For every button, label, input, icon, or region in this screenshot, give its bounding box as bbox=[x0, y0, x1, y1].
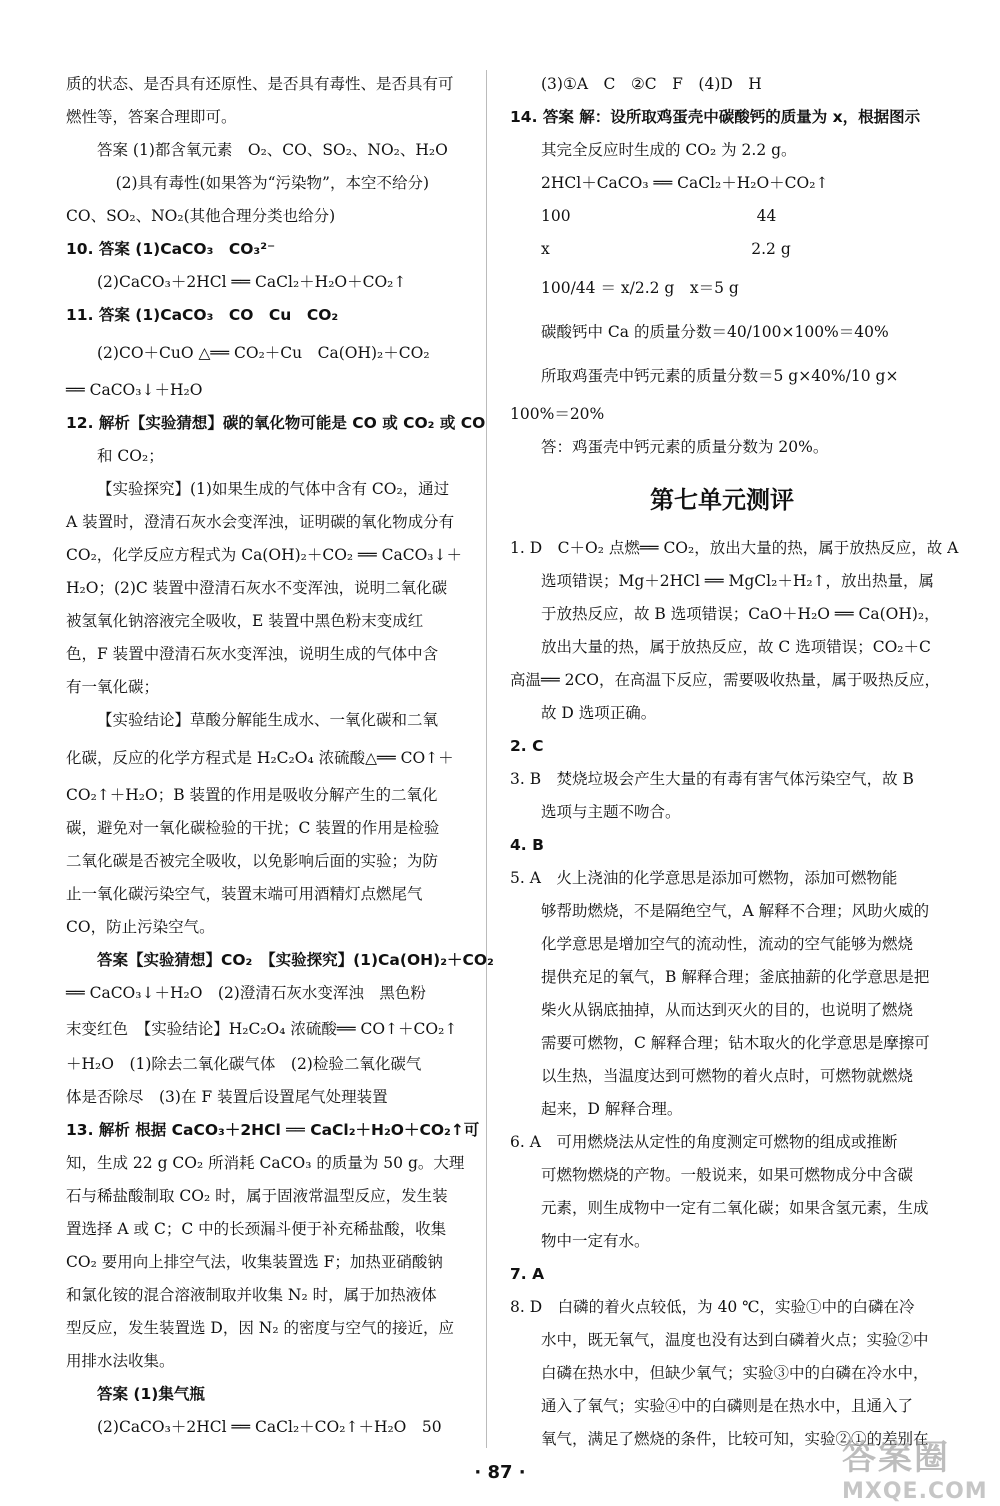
question-5: 5. A 火上浇油的化学意思是添加可燃物，添加可燃物能 bbox=[510, 869, 898, 887]
question-3: 3. B 焚烧垃圾会产生大量的有毒有害气体污染空气，故 B bbox=[510, 770, 914, 788]
text-line: 可燃物燃烧的产物。一般说来，如果可燃物成分中含碳 bbox=[541, 1166, 914, 1184]
left-column bbox=[66, 68, 494, 1444]
text-line: 体是否除尽 (3)在 F 装置后设置尾气处理装置 bbox=[66, 1088, 388, 1106]
text-line: 色，F 装置中澄清石灰水变浑浊，说明生成的气体中含 bbox=[66, 645, 439, 663]
text-line: ══ CaCO₃↓＋H₂O (2)澄清石灰水变浑浊 黑色粉 bbox=[66, 984, 426, 1002]
equation-line: 100/44 ＝ x/2.2 g x＝5 g bbox=[541, 279, 739, 297]
text-line: CO，防止污染空气。 bbox=[66, 918, 215, 936]
text-line: (2)具有毒性(如果答为“污染物”，本空不给分) bbox=[115, 174, 429, 192]
text-line: 石与稀盐酸制取 CO₂ 时，属于固液常温型反应，发生装 bbox=[66, 1187, 448, 1205]
text-line: (3)①A C ②C F (4)D H bbox=[541, 75, 762, 93]
text-line: A 装置时，澄清石灰水会变浑浊，证明碳的氧化物成分有 bbox=[66, 513, 455, 531]
text-line: H₂O；(2)C 装置中澄清石灰水不变浑浊，说明二氧化碳 bbox=[66, 579, 448, 597]
equation-line: 碳酸钙中 Ca 的质量分数＝40/100×100%＝40% bbox=[541, 323, 889, 341]
text-line: ＋H₂O (1)除去二氧化碳气体 (2)检验二氧化碳气 bbox=[66, 1055, 422, 1073]
text-line: 放出大量的热，属于放热反应，故 C 选项错误；CO₂＋C bbox=[541, 638, 931, 656]
page-number: · 87 · bbox=[474, 1462, 526, 1483]
text-line: 答：鸡蛋壳中钙元素的质量分数为 20%。 bbox=[541, 438, 829, 456]
text-line: 和 CO₂； bbox=[97, 447, 164, 465]
text-line: 和氯化铵的混合溶液制取并收集 N₂ 时，属于加热液体 bbox=[66, 1286, 437, 1304]
text-line: ══ CaCO₃↓＋H₂O bbox=[66, 381, 203, 399]
text-line: CO₂，化学反应方程式为 Ca(OH)₂＋CO₂ ══ CaCO₃↓＋ bbox=[66, 546, 463, 564]
text-line: 于放热反应，故 B 选项错误；CaO＋H₂O ══ Ca(OH)₂， bbox=[541, 605, 940, 623]
question-6: 6. A 可用燃烧法从定性的角度测定可燃物的组成或推断 bbox=[510, 1133, 898, 1151]
text-line: 元素，则生成物中一定有二氧化碳；如果含氢元素，生成 bbox=[541, 1199, 929, 1217]
watermark-url: MXQE.COM bbox=[842, 1479, 988, 1504]
text-line: 质的状态、是否具有还原性、是否具有毒性、是否具有可 bbox=[66, 75, 454, 93]
text-line: 知，生成 22 g CO₂ 所消耗 CaCO₃ 的质量为 50 g。大理 bbox=[66, 1154, 465, 1172]
text-line: 置选择 A 或 C；C 中的长颈漏斗便于补充稀盐酸，收集 bbox=[66, 1220, 447, 1238]
text-line: 白磷在热水中，但缺少氧气；实验③中的白磷在冷水中， bbox=[541, 1364, 929, 1382]
text-line: 需要可燃物，C 解释合理；钻木取火的化学意思是摩擦可 bbox=[541, 1034, 930, 1052]
text-line: 选项错误；Mg＋2HCl ══ MgCl₂＋H₂↑，放出热量，属 bbox=[541, 572, 935, 590]
text-line: 选项与主题不吻合。 bbox=[541, 803, 681, 821]
text-line: 型反应，发生装置选 D，因 N₂ 的密度与空气的接近，应 bbox=[66, 1319, 454, 1337]
equation-line: 100 44 bbox=[541, 207, 777, 225]
text-line: 够帮助燃烧，不是隔绝空气，A 解释不合理；风助火威的 bbox=[541, 902, 930, 920]
text-line: (2)CO＋CuO △══ CO₂＋Cu Ca(OH)₂＋CO₂ bbox=[97, 344, 430, 362]
text-line: (2)CaCO₃＋2HCl ══ CaCl₂＋CO₂↑＋H₂O 50 bbox=[97, 1418, 442, 1436]
question-14: 14. 答案 解：设所取鸡蛋壳中碳酸钙的质量为 x，根据图示 bbox=[510, 108, 921, 126]
question-7: 7. A bbox=[510, 1265, 545, 1283]
text-line: 有一氧化碳； bbox=[66, 678, 160, 696]
watermark-logo bbox=[842, 1430, 992, 1504]
text-line: 以生热，当温度达到可燃物的着火点时，可燃物就燃烧 bbox=[541, 1067, 914, 1085]
text-line: 【实验探究】(1)如果生成的气体中含有 CO₂，通过 bbox=[97, 480, 450, 498]
question-2: 2. C bbox=[510, 737, 544, 755]
text-line: 起来，D 解释合理。 bbox=[541, 1100, 683, 1118]
text-line: 化学意思是增加空气的流动性，流动的空气能够为燃烧 bbox=[541, 935, 914, 953]
text-line: 100%＝20% bbox=[510, 405, 605, 423]
question-10: 10. 答案 (1)CaCO₃ CO₃²⁻ bbox=[66, 240, 276, 258]
question-12: 12. 解析【实验猜想】碳的氧化物可能是 CO 或 CO₂ 或 CO bbox=[66, 414, 486, 432]
equation-line: x 2.2 g bbox=[541, 240, 791, 258]
text-line: CO₂ 要用向上排空气法，收集装置选 F；加热亚硝酸钠 bbox=[66, 1253, 443, 1271]
section-title: 第七单元测评 bbox=[650, 486, 794, 514]
text-line: 柴火从锅底抽掉，从而达到灭火的目的，也说明了燃烧 bbox=[541, 1001, 914, 1019]
question-1: 1. D C＋O₂ 点燃══ CO₂，放出大量的热，属于放热反应，故 A bbox=[510, 539, 959, 557]
text-line: CO₂↑＋H₂O；B 装置的作用是吸收分解产生的二氧化 bbox=[66, 786, 438, 804]
equation-line: 所取鸡蛋壳中钙元素的质量分数＝5 g×40%/10 g× bbox=[541, 367, 899, 385]
question-13: 13. 解析 根据 CaCO₃＋2HCl ══ CaCl₂＋H₂O＋CO₂↑可 bbox=[66, 1121, 480, 1139]
right-column bbox=[510, 68, 959, 1456]
text-line: 氧气，满足了燃烧的条件，比较可知，实验②①的差别在 bbox=[541, 1430, 929, 1448]
text-line: 【实验结论】草酸分解能生成水、一氧化碳和二氧 bbox=[97, 711, 439, 729]
question-11: 11. 答案 (1)CaCO₃ CO Cu CO₂ bbox=[66, 306, 339, 324]
text-line: 碳，避免对一氧化碳检验的干扰；C 装置的作用是检验 bbox=[66, 819, 440, 837]
text-line: 化碳，反应的化学方程式是 H₂C₂O₄ 浓硫酸△══ CO↑＋ bbox=[66, 749, 454, 767]
text-line: 物中一定有水。 bbox=[541, 1232, 650, 1250]
answer-line: 答案 (1)集气瓶 bbox=[97, 1385, 205, 1403]
text-line: 通入了氧气；实验④中的白磷则是在热水中，且通入了 bbox=[541, 1397, 914, 1415]
text-line: 提供充足的氧气，B 解释合理；釜底抽薪的化学意思是把 bbox=[541, 968, 930, 986]
text-line: 止一氧化碳污染空气，装置末端可用酒精灯点燃尾气 bbox=[66, 885, 423, 903]
text-line: 二氧化碳是否被完全吸收，以免影响后面的实验；为防 bbox=[66, 852, 439, 870]
text-line: 被氢氧化钠溶液完全吸收，E 装置中黑色粉末变成红 bbox=[66, 612, 424, 630]
column-divider bbox=[486, 70, 487, 1448]
question-8: 8. D 白磷的着火点较低，为 40 ℃，实验①中的白磷在冷 bbox=[510, 1298, 915, 1316]
text-line: 水中，既无氧气，温度也没有达到白磷着火点；实验②中 bbox=[541, 1331, 929, 1349]
watermark-text: 答案圈 bbox=[842, 1438, 950, 1478]
text-line: 故 D 选项正确。 bbox=[541, 704, 657, 722]
question-4: 4. B bbox=[510, 836, 544, 854]
text-line: 末变红色 【实验结论】H₂C₂O₄ 浓硫酸══ CO↑＋CO₂↑ bbox=[66, 1020, 458, 1038]
text-line: (2)CaCO₃＋2HCl ══ CaCl₂＋H₂O＋CO₂↑ bbox=[97, 273, 407, 291]
text-line: 燃性等，答案合理即可。 bbox=[66, 108, 237, 126]
answer-line: 答案【实验猜想】CO₂ 【实验探究】(1)Ca(OH)₂＋CO₂ bbox=[97, 951, 494, 969]
equation-line: 2HCl＋CaCO₃ ══ CaCl₂＋H₂O＋CO₂↑ bbox=[541, 174, 829, 192]
text-line: 答案 (1)都含氧元素 O₂、CO、SO₂、NO₂、H₂O bbox=[97, 141, 448, 159]
text-line: 其完全反应时生成的 CO₂ 为 2.2 g。 bbox=[541, 141, 797, 159]
text-line: 高温══ 2CO，在高温下反应，需要吸收热量，属于吸热反应， bbox=[510, 671, 941, 689]
text-line: CO、SO₂、NO₂(其他合理分类也给分) bbox=[66, 207, 336, 225]
text-line: 用排水法收集。 bbox=[66, 1352, 175, 1370]
